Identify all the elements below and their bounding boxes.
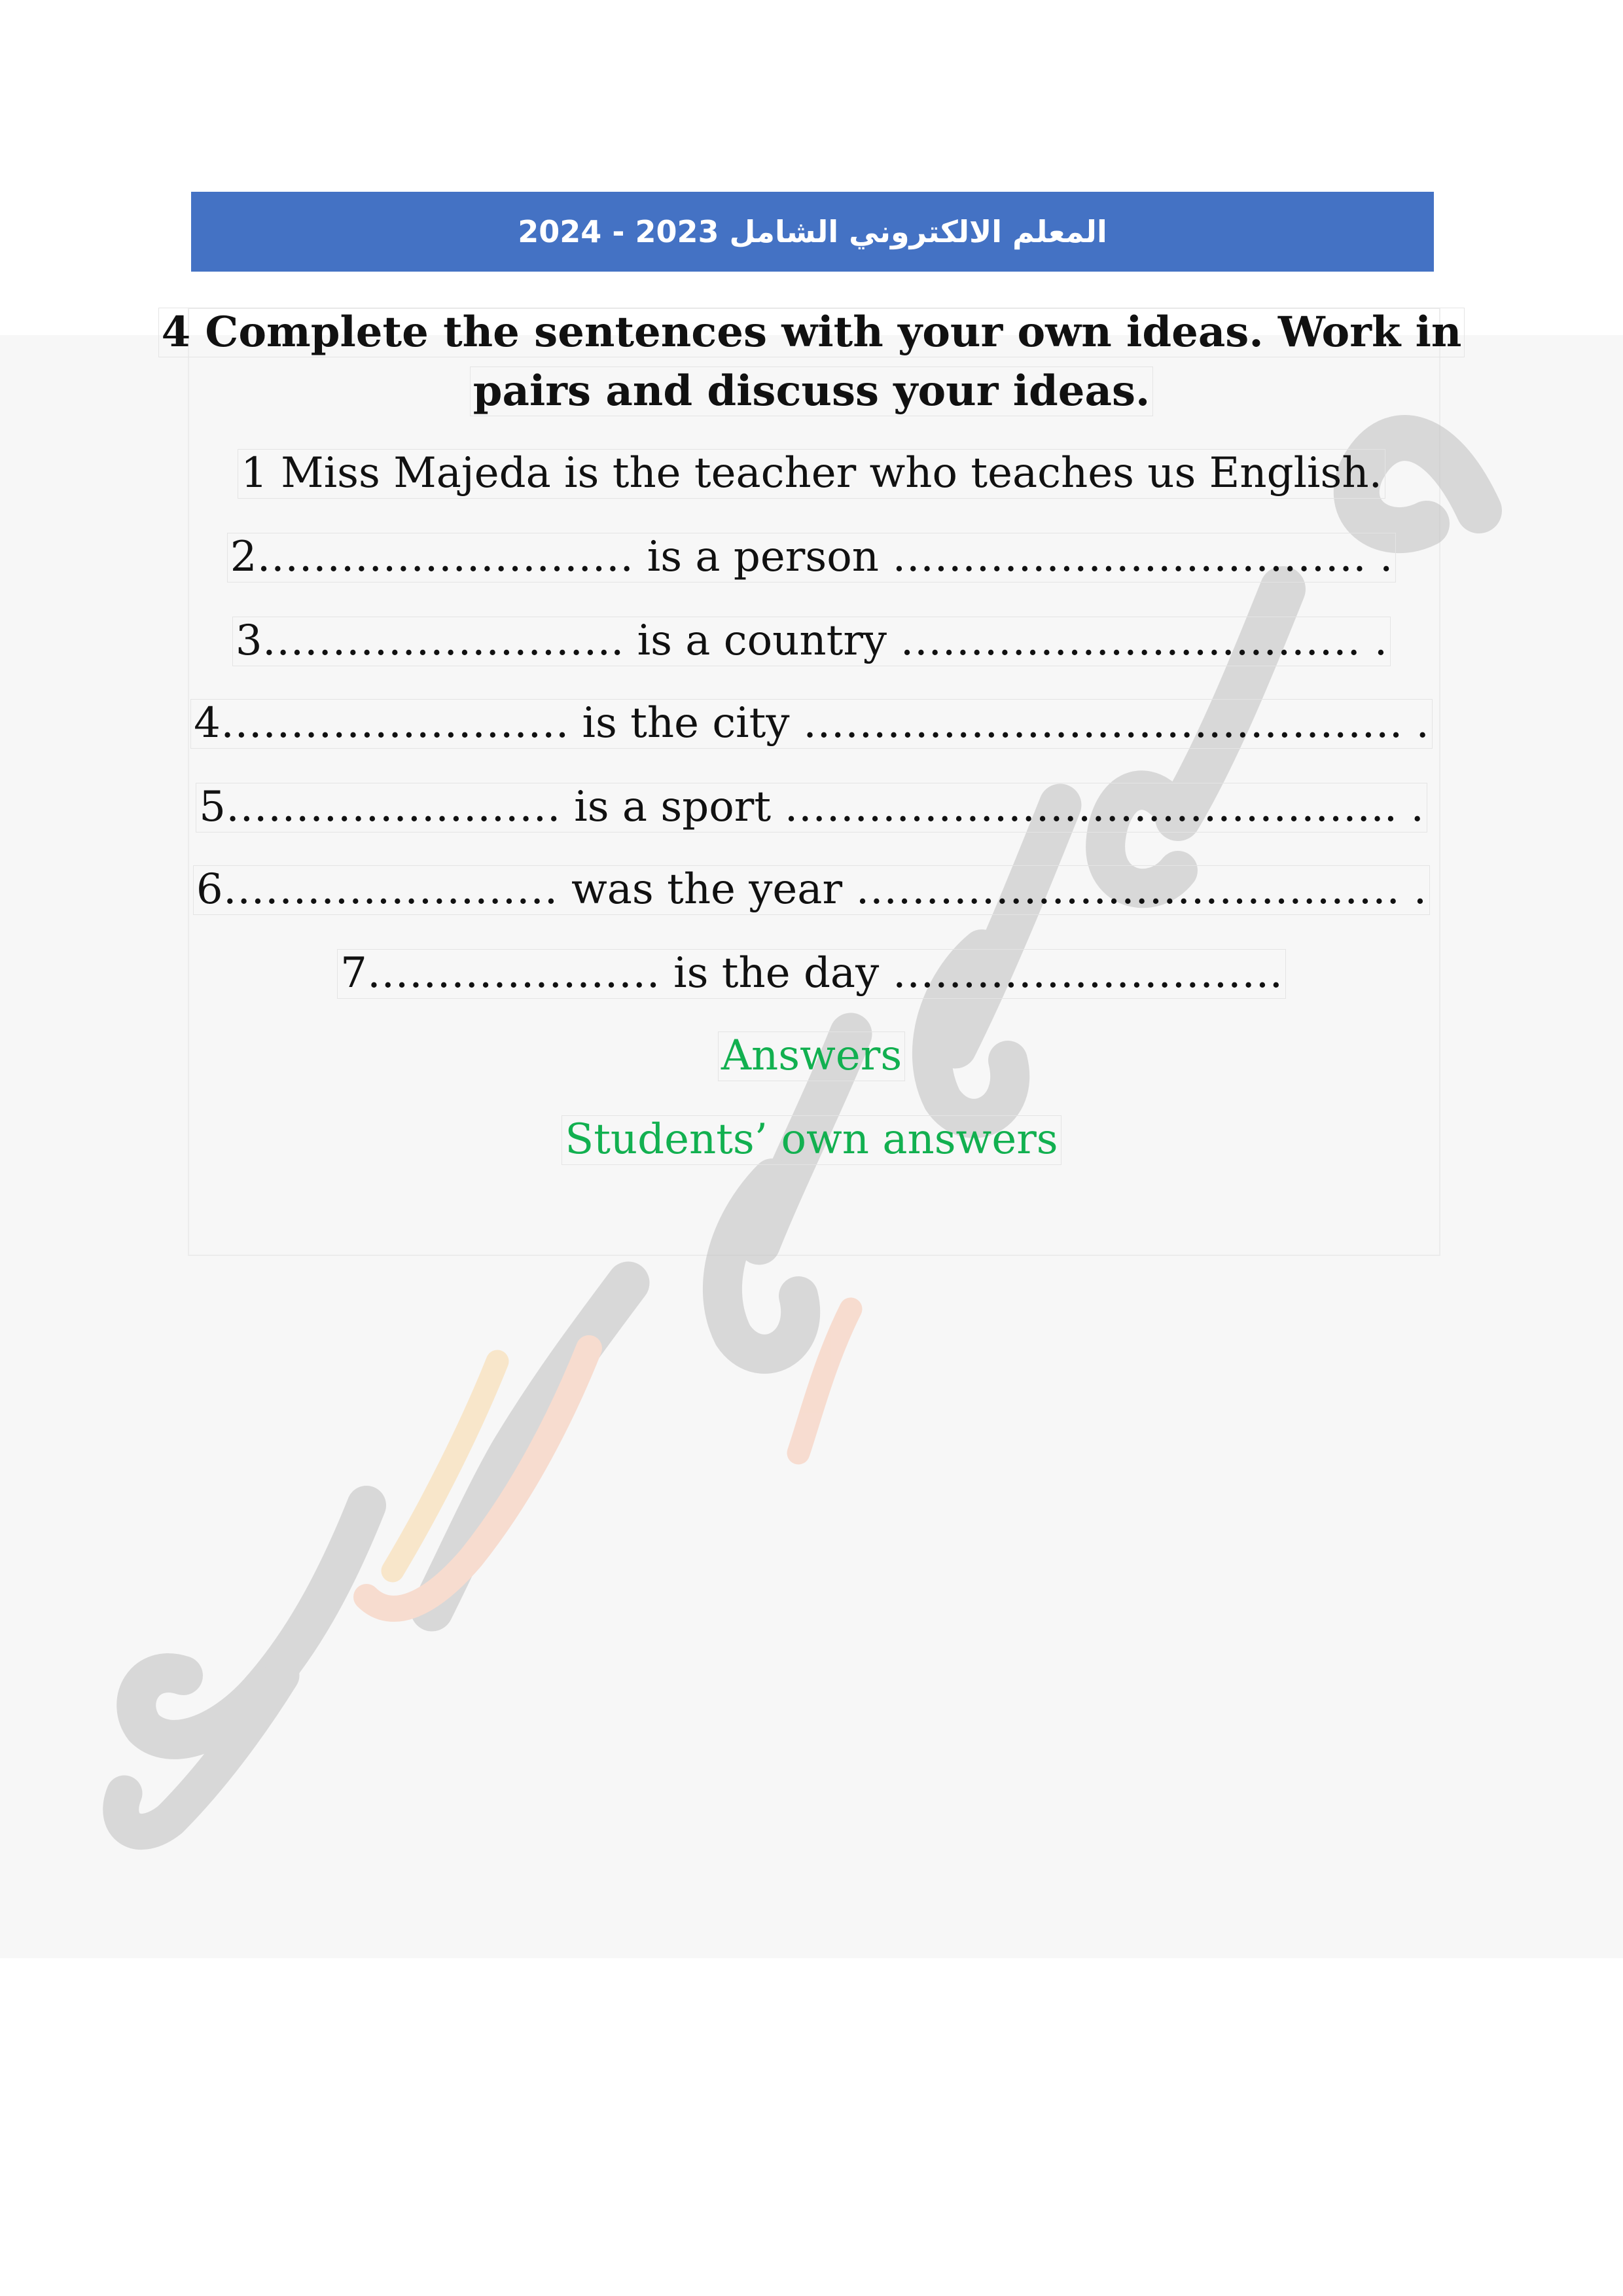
sentence-1 <box>0 449 1623 499</box>
header-banner <box>191 192 1434 272</box>
exercise-title-line-1 <box>0 308 1623 357</box>
answers-heading <box>0 1031 1623 1081</box>
sentence-7-text: 7………………… is the day ………………………. <box>337 949 1286 999</box>
exercise-title-line-2 <box>0 367 1623 416</box>
sentence-6 <box>0 865 1623 915</box>
sentence-2-text: 2……………………… is a person ……………………………. . <box>227 533 1397 583</box>
sentence-4-text: 4……………………. is the city ……………………………………. . <box>190 699 1433 749</box>
answers-content <box>0 1115 1623 1165</box>
sentence-1-text: 1 Miss Majeda is the teacher who teaches us English. <box>238 449 1385 499</box>
sentence-2 <box>0 533 1623 583</box>
sentence-3-text: 3…………………….. is a country …………………………… . <box>232 617 1391 666</box>
exercise-title-text-1: 4 Complete the sentences with your own ideas. Work in <box>158 308 1465 357</box>
sentence-4 <box>0 699 1623 749</box>
sentence-7 <box>0 949 1623 999</box>
sentence-5-text: 5…………………… is a sport …………………………………….. . <box>196 783 1427 833</box>
answers-heading-text: Answers <box>718 1031 905 1081</box>
sentence-6-text: 6…………………… was the year ………………………………… . <box>193 865 1430 915</box>
sentence-3 <box>0 617 1623 666</box>
header-title: المعلم الالكتروني الشامل 2023 - 2024 <box>518 214 1107 249</box>
answers-content-text: Students’ own answers <box>562 1115 1061 1165</box>
sentence-5 <box>0 783 1623 833</box>
exercise-title-text-2: pairs and discuss your ideas. <box>470 367 1154 416</box>
